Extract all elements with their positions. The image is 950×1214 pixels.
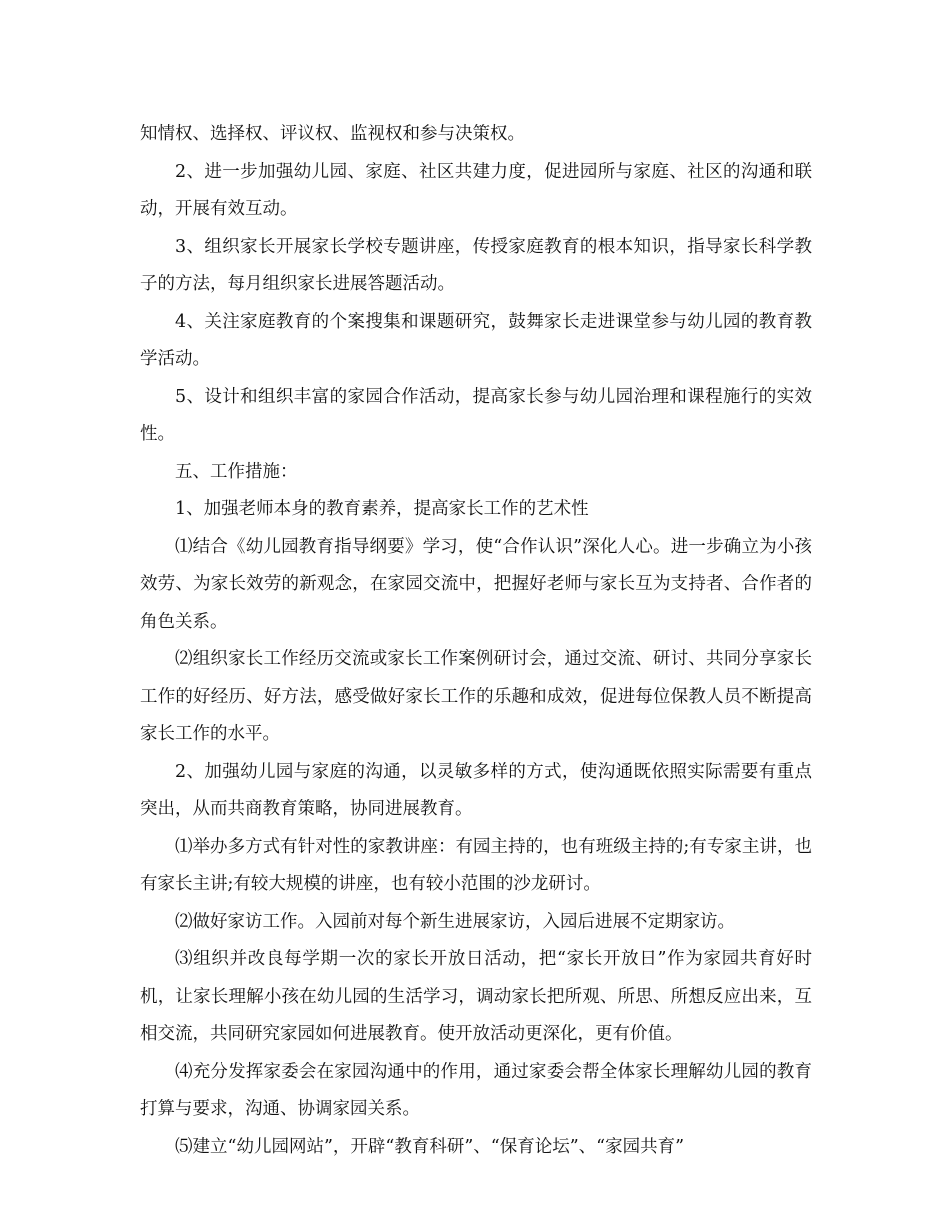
paragraph-item-5: 5、设计和组织丰富的家园合作活动，提高家长参与幼儿园治理和课程施行的实效性。 xyxy=(140,386,812,444)
paragraph-item-4: 4、关注家庭教育的个案搜集和课题研究，鼓舞家长走进课堂参与幼儿园的教育教学活动。 xyxy=(140,311,812,369)
measure-2-heading: 2、加强幼儿园与家庭的沟通，以灵敏多样的方式，使沟通既依照实际需要有重点突出，从而共商教育策略，协同进展教育。 xyxy=(140,761,812,819)
measure-1-heading: 1、加强老师本身的教育素养，提高家长工作的艺术性 xyxy=(175,499,589,519)
paragraph-item-3: 3、组织家长开展家长学校专题讲座，传授家庭教育的根本知识，指导家长科学教子的方法，每月组织家长进展答题活动。 xyxy=(140,236,812,294)
measure-2-sub-1: ⑴举办多方式有针对性的家教讲座：有园主持的，也有班级主持的;有专家主讲，也有家长主讲;有较大规模的讲座，也有较小范围的沙龙研讨。 xyxy=(140,836,812,894)
measure-1-sub-2: ⑵组织家长工作经历交流或家长工作案例研讨会，通过交流、研讨、共同分享家长工作的好经历、好方法，感受做好家长工作的乐趣和成效，促进每位保教人员不断提高家长工作的水平。 xyxy=(140,649,812,744)
measure-2-sub-5: ⑸建立“幼儿园网站”，开辟“教育科研”、“保育论坛”、“家园共育” xyxy=(175,1136,685,1157)
measure-2-sub-3: ⑶组织并改良每学期一次的家长开放日活动，把“家长开放日”作为家园共育好时机，让家长理解小孩在幼儿园的生活学习，调动家长把所观、所思、所想反应出来，互相交流，共同研究家园如何进展教育。使开放活动更深化，更有价值。 xyxy=(140,949,812,1044)
measure-2-sub-2: ⑵做好家访工作。入园前对每个新生进展家访，入园后进展不定期家访。 xyxy=(175,911,735,932)
paragraph-rights-continued: 知情权、选择权、评议权、监视权和参与决策权。 xyxy=(140,124,525,144)
measure-2-sub-4: ⑷充分发挥家委会在家园沟通中的作用，通过家委会帮全体家长理解幼儿园的教育打算与要求，沟通、协调家园关系。 xyxy=(140,1061,812,1119)
measure-1-sub-1: ⑴结合《幼儿园教育指导纲要》学习，使“合作认识”深化人心。进一步确立为小孩效劳、为家长效劳的新观念，在家园交流中，把握好老师与家长互为支持者、合作者的角色关系。 xyxy=(140,536,812,632)
section-heading-measures: 五、工作措施： xyxy=(175,461,298,482)
document-body xyxy=(140,116,812,1166)
paragraph-item-2: 2、进一步加强幼儿园、家庭、社区共建力度，促进园所与家庭、社区的沟通和联动，开展有效互动。 xyxy=(140,161,812,219)
